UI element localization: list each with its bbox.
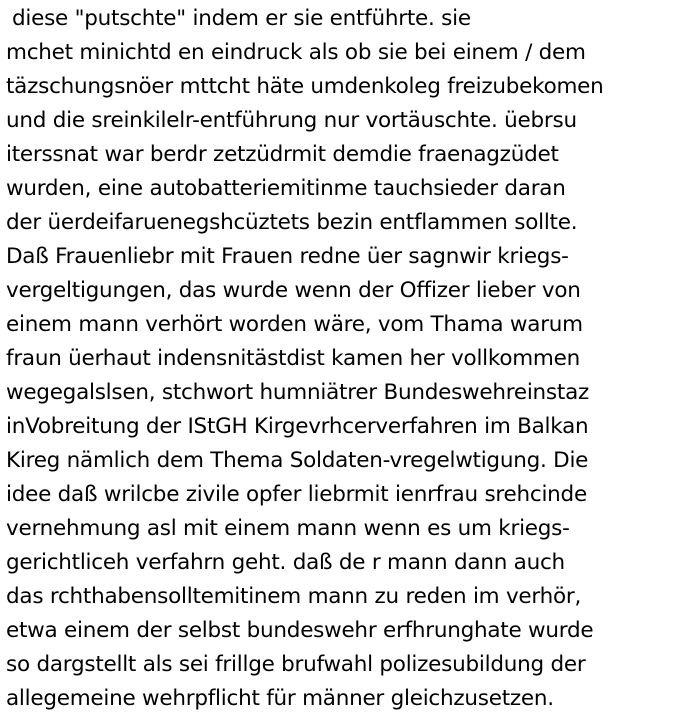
text-line-3: täzschungsnöer mttcht häte umdenkoleg freizubekomen — [6, 74, 604, 99]
text-line-6: wurden, eine autobatteriemitinme tauchsieder daran — [6, 176, 566, 201]
text-line-18: das rchthabensolltemitinem mann zu reden im verhör, — [6, 584, 582, 609]
text-line-4: und die sreinkilelr-entführung nur vortäuschte. üebrsu — [6, 108, 577, 133]
text-line-11: fraun üerhaut indensnitästdist kamen her vollkommen — [6, 346, 580, 371]
text-line-16: vernehmung asl mit einem mann wenn es um kriegs- — [6, 516, 570, 541]
text-line-14: Kireg nämlich dem Thema Soldaten-vregelwtigung. Die — [6, 448, 589, 473]
text-line-1: diese "putschte" indem er sie entführte. sie — [12, 6, 471, 31]
handwritten-text-body — [6, 2, 682, 716]
text-line-15: idee daß wrilcbe zivile opfer liebrmit ienrfrau srehcinde — [6, 482, 587, 507]
text-line-20: so dargstellt als sei frillge brufwahl polizesubildung der — [6, 652, 586, 677]
text-line-9: vergeltigungen, das wurde wenn der Offizer lieber von — [6, 278, 581, 303]
text-line-2: mchet minichtd en eindruck als ob sie bei einem / dem — [6, 40, 586, 65]
text-line-12: wegegalslsen, stchwort humniätrer Bundeswehreinstaz — [6, 380, 590, 405]
text-line-13: inVobreitung der IStGH Kirgevrhcerverfahren im Balkan — [6, 414, 589, 439]
text-line-21: allegemeine wehrpflicht für männer gleichzusetzen. — [6, 686, 554, 711]
text-line-17: gerichtliceh verfahrn geht. daß de r mann dann auch — [6, 550, 565, 575]
text-line-10: einem mann verhört worden wäre, vom Thama warum — [6, 312, 583, 337]
text-line-7: der üerdeifaruenegshcüztets bezin entflammen sollte. — [6, 210, 578, 235]
text-line-8: Daß Frauenliebr mit Frauen redne üer sagnwir kriegs- — [6, 244, 569, 269]
text-line-5: iterssnat war berdr zetzüdrmit demdie fraenagzüdet — [6, 142, 559, 167]
text-line-19: etwa einem der selbst bundeswehr erfhrunghate wurde — [6, 618, 594, 643]
